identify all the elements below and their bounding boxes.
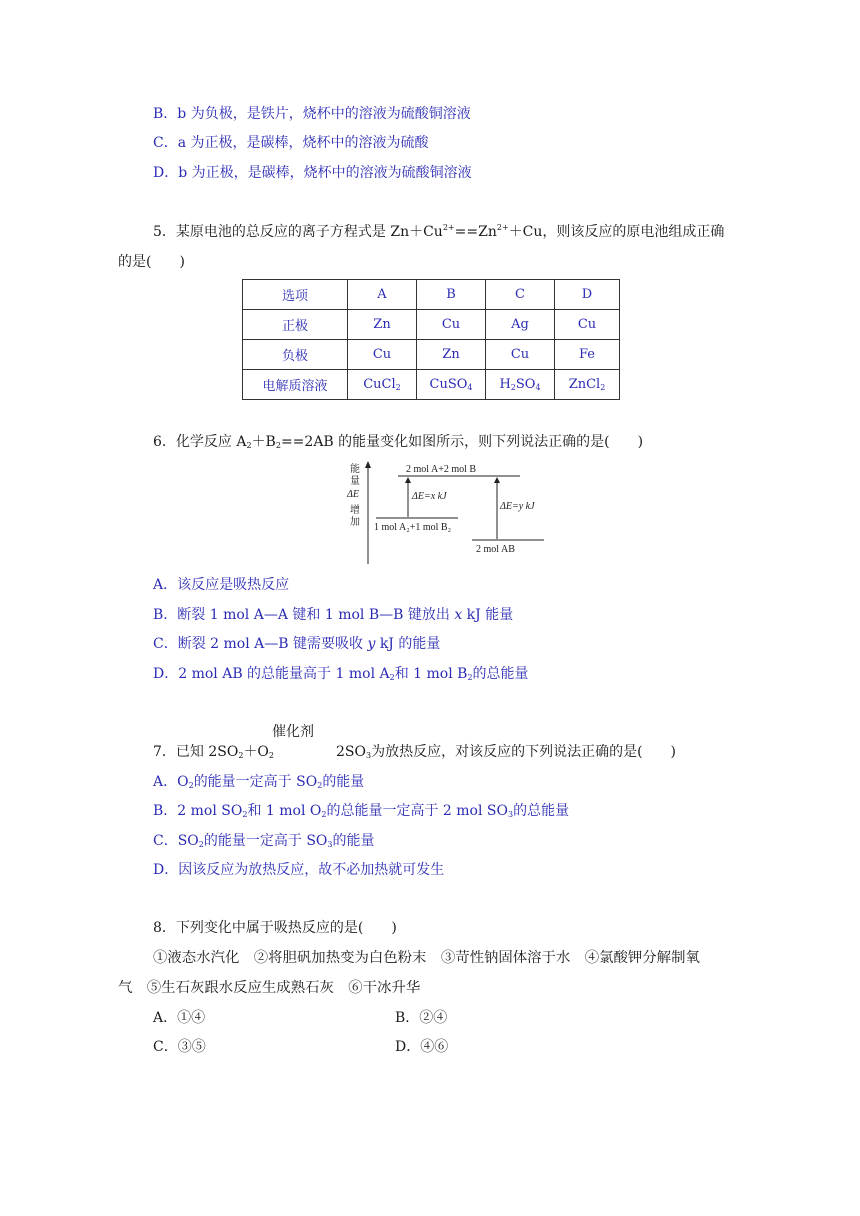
table-cell: Zn (348, 310, 417, 340)
q6-option-b: B．断裂 1 mol A—A 键和 1 mol B—B 键放出 x kJ 能量 (153, 607, 514, 623)
table-cell: ZnCl$_2$ (555, 370, 620, 400)
table-header-cell: B (417, 280, 486, 310)
table-header-cell: C (486, 280, 555, 310)
table-cell: 正极 (243, 310, 348, 340)
axis-label-char: 能 (350, 464, 360, 475)
q5-options-table (242, 279, 620, 400)
table-cell: Cu (417, 310, 486, 340)
q6-stem: 6．化学反应 $A_2+B_2==2AB$ 的能量变化如图所示，则下列说法正确的是( ) (153, 434, 644, 450)
table-header-cell: A (348, 280, 417, 310)
axis-label-char: 量 (350, 476, 360, 487)
table-cell: 负极 (243, 340, 348, 370)
q7-option-d: D．因该反应为放热反应，故不必加热就可发生 (153, 862, 445, 878)
q7-option-c: C．$SO_2$的能量一定高于 $SO_3$的能量 (153, 833, 375, 849)
table-row (243, 310, 620, 340)
axis-label-char: 加 (350, 517, 360, 528)
table-row (243, 280, 620, 310)
table-cell: Ag (486, 310, 555, 340)
q7-option-a: A．$O_2$的能量一定高于 $SO_2$的能量 (153, 774, 365, 790)
q5-stem-line2: 的是( ) (118, 254, 185, 270)
q6-option-c: C．断裂 2 mol A—B 键需要吸收 y kJ 的能量 (153, 636, 441, 652)
q6-option-d: D．2 mol AB 的总能量高于 1 mol $A_2$和 1 mol $B_2$的总能量 (153, 666, 529, 682)
table-cell: Zn (417, 340, 486, 370)
arrow-dx-head (405, 477, 411, 483)
level-label-top: 2 mol A+2 mol B (406, 464, 477, 475)
table-cell: Fe (555, 340, 620, 370)
table-cell: Cu (555, 310, 620, 340)
q5-stem-line1: 5．某原电池的总反应的离子方程式是 $Zn+Cu^{2+}==Zn^{2+}+Cu$，则该反应的原电池组成正确 (153, 223, 725, 240)
energy-diagram (330, 460, 550, 566)
axis-arrowhead (365, 461, 371, 468)
level-label-mid: 1 mol A₂+1 mol B₂ (374, 522, 452, 533)
catalyst-label: 催化剂 (272, 724, 314, 740)
q8-items-line2: 气 ⑤生石灰跟水反应生成熟石灰 ⑥干冰升华 (118, 980, 421, 996)
q8-stem: 8．下列变化中属于吸热反应的是( ) (153, 920, 397, 936)
table-row (243, 370, 620, 400)
axis-label-char: 增 (350, 505, 360, 516)
q7-stem: 7．已知 $2SO_2+O_2$ $2SO_3$为放热反应，对该反应的下列说法正确的是( ) (153, 744, 677, 760)
table-cell: 电解质溶液 (243, 370, 348, 400)
table-header-cell: D (555, 280, 620, 310)
level-label-low: 2 mol AB (476, 544, 515, 555)
table-cell: Cu (486, 340, 555, 370)
table-cell: $H_2SO_4$ (486, 370, 555, 400)
q6-option-a: A．该反应是吸热反应 (153, 577, 290, 593)
q8-option-a: A．①④ (153, 1010, 206, 1026)
q4-option-d: D．b 为正极，是碳棒，烧杯中的溶液为硫酸铜溶液 (153, 165, 472, 181)
table-cell: CuCl$_2$ (348, 370, 417, 400)
label-dy: ΔE=y kJ (500, 501, 535, 512)
q8-option-d: D．④⑥ (395, 1039, 449, 1055)
axis-label-char: ΔE (347, 489, 359, 500)
q8-option-c: C．③⑤ (153, 1039, 206, 1055)
table-row (243, 340, 620, 370)
q7-option-b: B．2 mol $SO_2$和 1 mol $O_2$的总能量一定高于 2 mol $SO_3$的总能量 (153, 803, 570, 819)
q4-option-c: C．a 为正极，是碳棒，烧杯中的溶液为硫酸 (153, 135, 429, 151)
q8-items-line1: ①液态水汽化 ②将胆矾加热变为白色粉末 ③苛性钠固体溶于水 ④氯酸钾分解制氧 (153, 950, 700, 966)
arrow-dy-head (494, 477, 500, 483)
label-dx: ΔE=x kJ (412, 491, 447, 502)
q8-option-b: B．②④ (395, 1010, 448, 1026)
table-header-cell: 选项 (243, 280, 348, 310)
q4-option-b: B．b 为负极，是铁片，烧杯中的溶液为硫酸铜溶液 (153, 106, 471, 122)
table-cell: CuSO$_4$ (417, 370, 486, 400)
table-cell: Cu (348, 340, 417, 370)
